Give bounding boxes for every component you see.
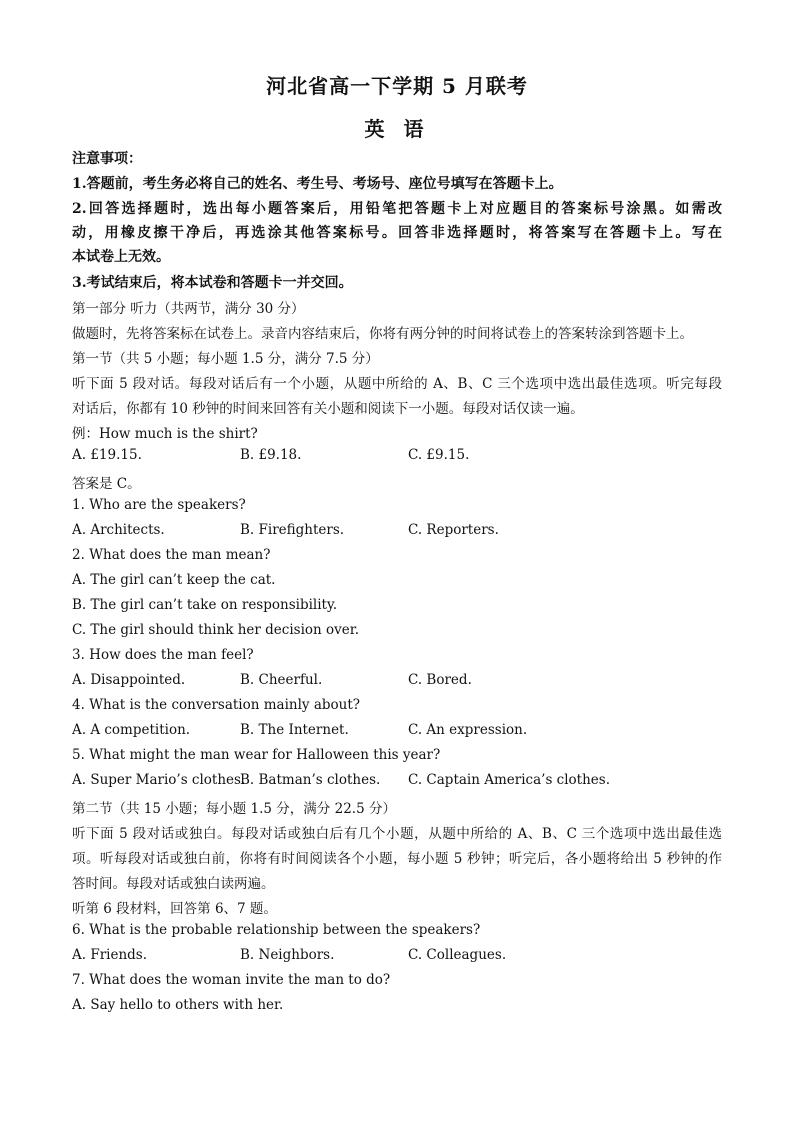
exam-title: 河北省高一下学期 5 月联考: [266, 74, 528, 98]
q3-option-c: C. Bored.: [408, 672, 472, 688]
section2-instruction-line-1: 听下面 5 段对话或独白。每段对话或独白后有几个小题，从题中所给的 A、B、C 三个选项中选出最佳选: [72, 826, 722, 842]
q7-option-a: A. Say hello to others with her.: [72, 997, 284, 1013]
q6-option-c: C. Colleagues.: [408, 947, 507, 963]
notice-item-2-line-1: 2.回答选择题时，选出每小题答案后，用铅笔把答题卡上对应题目的答案标号涂黑。如需改: [72, 201, 722, 217]
q6-option-a: A. Friends.: [72, 947, 148, 963]
q3-option-b: B. Cheerful.: [240, 672, 323, 688]
notice-item-3: 3.考试结束后，将本试卷和答题卡一并交回。: [72, 275, 353, 291]
notice-item-2-line-2: 动，用橡皮擦干净后，再选涂其他答案标号。回答非选择题时，将答案写在答题卡上。写在: [72, 225, 722, 241]
example-option-a: A. £19.15.: [72, 447, 142, 463]
notice-item-1: 1.答题前，考生务必将自己的姓名、考生号、考场号、座位号填写在答题卡上。: [72, 176, 563, 192]
question-4: 4. What is the conversation mainly about?: [72, 697, 361, 713]
notice-heading: 注意事项：: [72, 151, 142, 167]
section2-heading: 第二节（共 15 小题；每小题 1.5 分，满分 22.5 分）: [72, 801, 396, 817]
material-6-heading: 听第 6 段材料，回答第 6、7 题。: [72, 901, 277, 917]
example-option-c: C. £9.15.: [408, 447, 470, 463]
question-7: 7. What does the woman invite the man to do?: [72, 972, 391, 988]
question-6: 6. What is the probable relationship between the speakers?: [72, 922, 481, 938]
q1-option-c: C. Reporters.: [408, 522, 499, 538]
question-2: 2. What does the man mean?: [72, 547, 271, 563]
section1-instruction-line-1: 听下面 5 段对话。每段对话后有一个小题，从题中所给的 A、B、C 三个选项中选出最佳选项。听完每段: [72, 376, 722, 392]
example-question: 例：How much is the shirt?: [72, 426, 258, 442]
q5-option-b: B. Batman’s clothes.: [240, 772, 381, 788]
q6-option-b: B. Neighbors.: [240, 947, 335, 963]
notice-item-2-line-3: 本试卷上无效。: [72, 249, 170, 265]
question-1: 1. Who are the speakers?: [72, 497, 246, 513]
section1-instruction-line-2: 对话后，你都有 10 秒钟的时间来回答有关小题和阅读下一小题。每段对话仅读一遍。: [72, 401, 584, 417]
q4-option-a: A. A competition.: [72, 722, 191, 738]
q1-option-b: B. Firefighters.: [240, 522, 345, 538]
q5-option-c: C. Captain America’s clothes.: [408, 772, 610, 788]
example-option-b: B. £9.18.: [240, 447, 302, 463]
subject-title: 英 语: [364, 117, 430, 141]
question-3: 3. How does the man feel?: [72, 647, 254, 663]
q5-option-a: A. Super Mario’s clothes.: [72, 772, 246, 788]
q3-option-a: A. Disappointed.: [72, 672, 186, 688]
part1-heading: 第一部分 听力（共两节，满分 30 分）: [72, 301, 305, 317]
q1-option-a: A. Architects.: [72, 522, 165, 538]
q2-option-c: C. The girl should think her decision over.: [72, 622, 360, 638]
part1-instruction: 做题时，先将答案标在试卷上。录音内容结束后，你将有两分钟的时间将试卷上的答案转涂到答题卡上。: [72, 326, 693, 342]
q4-option-b: B. The Internet.: [240, 722, 349, 738]
section2-instruction-line-2: 项。听每段对话或独白前，你将有时间阅读各个小题，每小题 5 秒钟；听完后，各小题将给出 5 秒钟的作: [72, 851, 722, 867]
q4-option-c: C. An expression.: [408, 722, 528, 738]
question-5: 5. What might the man wear for Halloween this year?: [72, 747, 441, 763]
q2-option-b: B. The girl can’t take on responsibility.: [72, 597, 338, 613]
section2-instruction-line-3: 答时间。每段对话或独白读两遍。: [72, 876, 275, 892]
section1-heading: 第一节（共 5 小题；每小题 1.5 分，满分 7.5 分）: [72, 351, 379, 367]
example-answer: 答案是 C。: [72, 476, 141, 492]
q2-option-a: A. The girl can’t keep the cat.: [72, 572, 276, 588]
